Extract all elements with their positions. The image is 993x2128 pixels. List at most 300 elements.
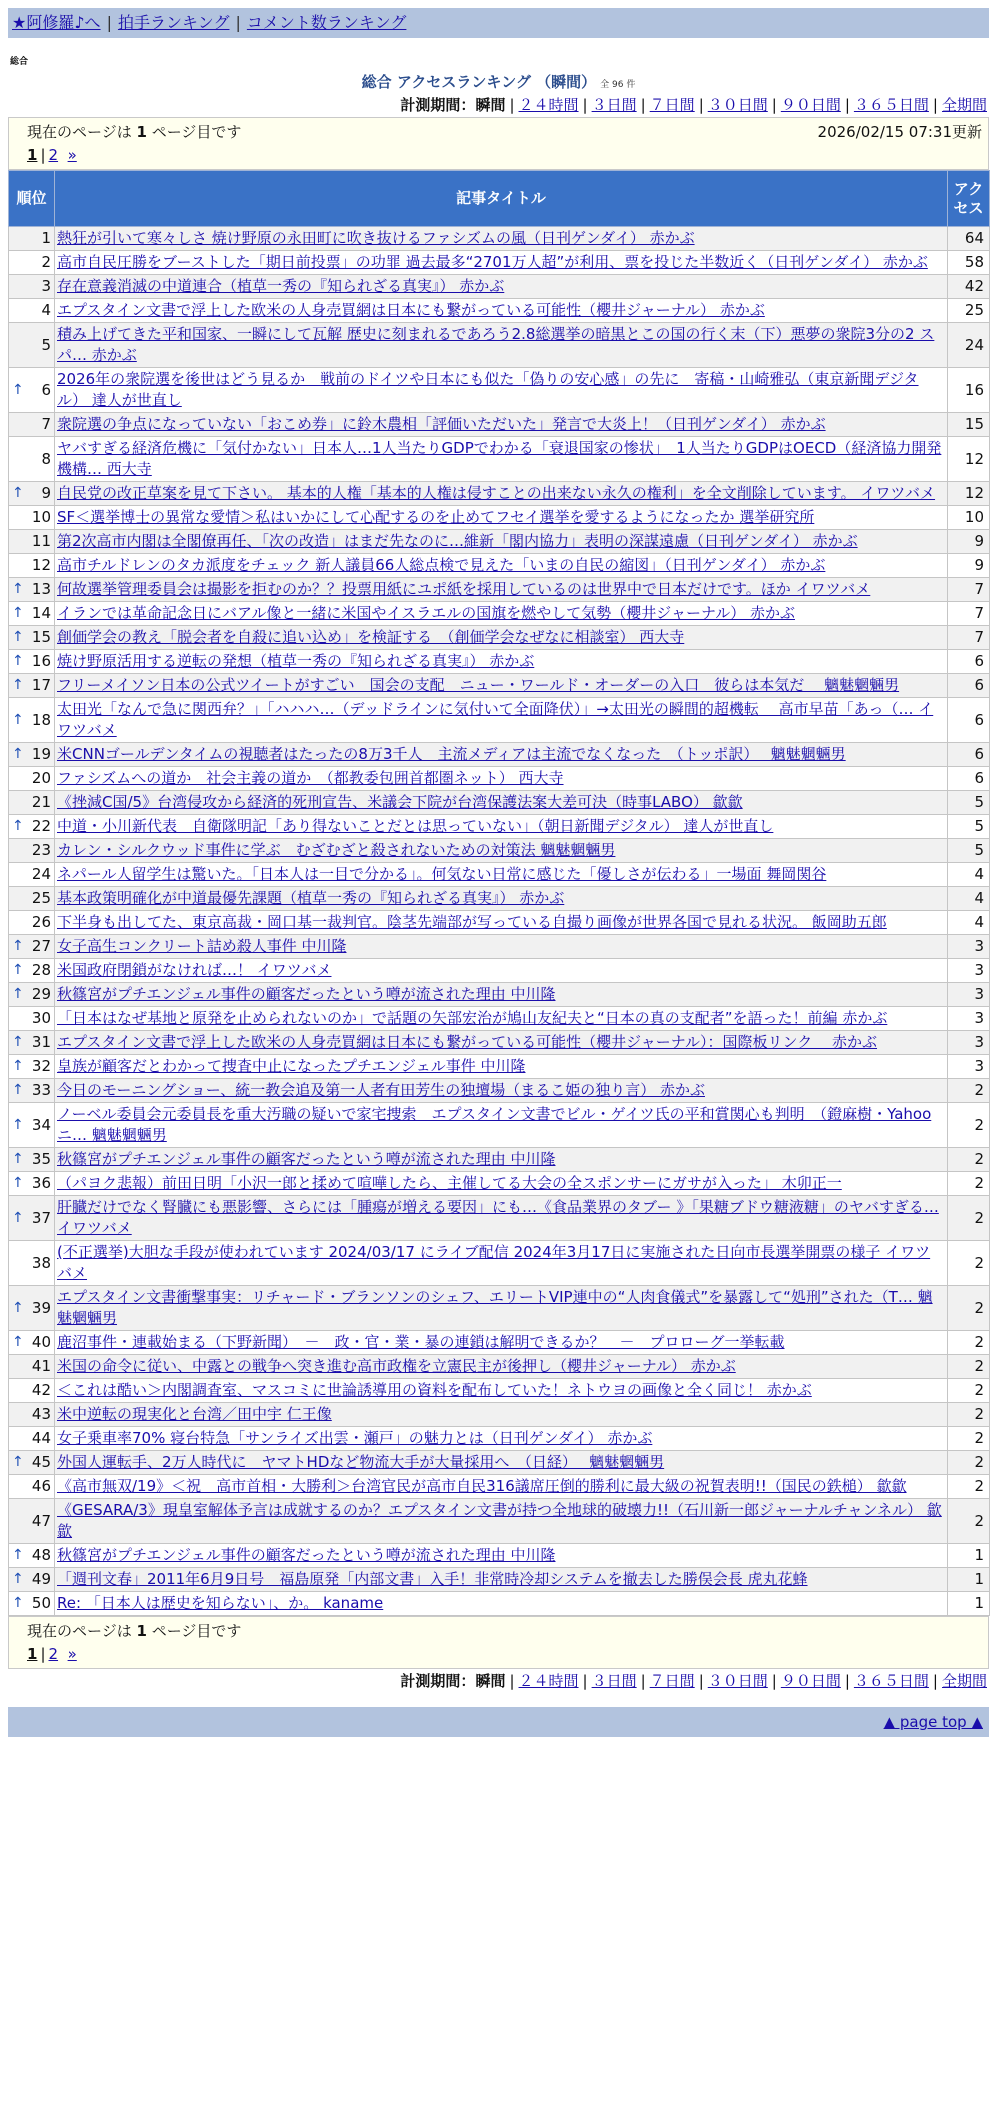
pager-next[interactable]: » <box>67 1645 77 1663</box>
article-title-link[interactable]: 《GESARA/3》現皇室解体予言は成就するのか？エプスタイン文書が持つ全地球的破壊力!!（石川新一郎ジャーナルチャンネル） 歙歙 <box>57 1501 942 1540</box>
period-option[interactable]: ２４時間 <box>518 96 579 114</box>
period-separator: | <box>698 1672 704 1690</box>
title-cell <box>55 1427 948 1451</box>
title-cell <box>55 299 948 323</box>
access-count: 5 <box>948 791 990 815</box>
rank-up-arrow-icon: ↑ <box>12 1571 24 1587</box>
rank-cell <box>9 839 55 863</box>
article-title-link[interactable]: 米国の命令に従い、中露との戦争へ突き進む高市政権を立憲民主が後押し（櫻井ジャーナル） 赤かぶ <box>57 1357 736 1375</box>
rank-number: 13 <box>31 580 51 598</box>
title-cell <box>55 1079 948 1103</box>
table-row <box>9 437 990 482</box>
access-count: 3 <box>948 1007 990 1031</box>
rank-number: 41 <box>31 1357 51 1375</box>
title-cell <box>55 887 948 911</box>
rank-number: 22 <box>31 817 51 835</box>
period-option[interactable]: ９０日間 <box>780 1672 841 1690</box>
rank-number: 48 <box>31 1546 51 1564</box>
rank-cell <box>9 506 55 530</box>
article-title-link[interactable]: 太田光「なんで急に関西弁？」「ハハハ…（デッドラインに気付いて全面降伏）」→太田光の瞬間的超機転 高市早苗「あっ（… イワツバメ <box>57 700 934 739</box>
rank-number: 10 <box>31 508 51 526</box>
rank-up-arrow-icon: ↑ <box>12 962 24 978</box>
ranking-table <box>8 170 990 1616</box>
rank-up-arrow-icon: ↑ <box>12 381 24 398</box>
rank-up-arrow-icon: ↑ <box>12 1209 24 1226</box>
rank-number: 12 <box>31 556 51 574</box>
updated-timestamp: 2026/02/15 07:31更新 <box>817 123 982 141</box>
article-title-link[interactable]: （パヨク悲報）前田日明「小沢一郎と揉めて喧嘩したら、主催してる大会の全スポンサーにガサが入った」 木卯正一 <box>57 1174 842 1192</box>
rank-number: 24 <box>31 865 51 883</box>
access-count: 42 <box>948 275 990 299</box>
rank-number: 40 <box>31 1333 51 1351</box>
access-count: 3 <box>948 1031 990 1055</box>
title-cell <box>55 815 948 839</box>
rank-number: 2 <box>41 253 51 271</box>
period-label: 計測期間： <box>400 1672 476 1690</box>
article-title-link[interactable]: ノーベル委員会元委員長を重大汚職の疑いで家宅捜索 エプスタイン文書でビル・ゲイツ氏の平和賞関心も判明 （鐙麻樹・Yahooニ… 魑魅魍魎男 <box>57 1105 932 1144</box>
table-row <box>9 1475 990 1499</box>
period-separator: | <box>582 1672 588 1690</box>
article-title-link[interactable]: ヤバすぎる経済危機に「気付かない」日本人…1人当たりGDPでわかる「衰退国家の惨状」 1人当たりGDPはOECD（経済協力開発機構… 西大寺 <box>57 439 942 478</box>
article-title-link[interactable]: 基本政策明確化が中道最優先課題（植草一秀の『知られざる真実』） 赤かぶ <box>57 889 565 907</box>
access-count: 2 <box>948 1379 990 1403</box>
comment-ranking-link[interactable]: コメント数ランキング <box>246 13 407 32</box>
table-row <box>9 935 990 959</box>
access-count: 3 <box>948 959 990 983</box>
title-cell <box>55 1403 948 1427</box>
title-header: 記事タイトル <box>55 171 948 227</box>
rank-number: 29 <box>31 985 51 1003</box>
article-title-link[interactable]: エプスタイン文書衝撃事実：リチャード・ブランソンのシェフ、エリートVIP連中の“人肉食儀式”を暴露して“処刑”された（T… 魑魅魍魎男 <box>57 1288 933 1327</box>
rank-number: 28 <box>31 961 51 979</box>
rank-number: 45 <box>31 1453 51 1471</box>
rank-cell <box>9 1055 55 1079</box>
article-title-link[interactable]: 鹿沼事件・連載始まる（下野新聞） － 政・官・業・暴の連鎖は解明できるか？ － プロローグ一挙転載 <box>57 1333 785 1351</box>
title-cell <box>55 1568 948 1592</box>
article-title-link[interactable]: 中道・小川新代表 自衛隊明記「あり得ないことだとは思っていない」（朝日新聞デジタル） 達人が世直し <box>57 817 774 835</box>
table-row <box>9 1592 990 1616</box>
rank-number: 46 <box>31 1477 51 1495</box>
rank-cell <box>9 323 55 368</box>
rank-number: 16 <box>31 652 51 670</box>
article-title-link[interactable]: 女子高生コンクリート詰め殺人事件 中川隆 <box>57 937 347 955</box>
access-count: 12 <box>948 437 990 482</box>
table-row <box>9 698 990 743</box>
article-title-link[interactable]: ＜これは酷い＞内閣調査室、マスコミに世論誘導用の資料を配布していた！ネトウヨの画像と全く同じ！ 赤かぶ <box>57 1381 812 1399</box>
period-separator: | <box>509 96 515 114</box>
access-count: 15 <box>948 413 990 437</box>
title-cell <box>55 227 948 251</box>
title-cell <box>55 863 948 887</box>
table-row <box>9 911 990 935</box>
title-cell <box>55 1475 948 1499</box>
title-cell <box>55 554 948 578</box>
article-title-link[interactable]: 外国人運転手、2万人時代に ヤマトHDなど物流大手が大量採用へ （日経） 魑魅魍魎男 <box>57 1453 665 1471</box>
period-option[interactable]: ３日間 <box>591 96 637 114</box>
rank-cell <box>9 743 55 767</box>
period-separator: | <box>932 1672 938 1690</box>
home-link[interactable]: ★阿修羅♪へ <box>12 13 101 32</box>
access-count: 12 <box>948 482 990 506</box>
title-cell <box>55 1355 948 1379</box>
article-title-link[interactable]: 積み上げてきた平和国家、一瞬にして瓦解 歴史に刻まれるであろう2.8総選挙の暗黒とこの国の行く末（下）悪夢の衆院3分の2 スパ… 赤かぶ <box>57 325 935 364</box>
access-count: 1 <box>948 1544 990 1568</box>
title-cell <box>55 1103 948 1148</box>
title-cell <box>55 578 948 602</box>
access-count: 64 <box>948 227 990 251</box>
article-title-link[interactable]: 下半身も出してた、東京高裁・岡口基一裁判官。陰茎先端部が写っている自撮り画像が世界各国で見れる状況。 飯岡助五郎 <box>57 913 887 931</box>
access-count: 9 <box>948 554 990 578</box>
article-title-link[interactable]: 秋篠宮がプチエンジェル事件の顧客だったという噂が流された理由 中川隆 <box>57 1546 556 1564</box>
rank-number: 47 <box>31 1511 51 1530</box>
table-row <box>9 1103 990 1148</box>
rank-up-arrow-icon: ↑ <box>12 1299 24 1316</box>
article-title-link[interactable]: 皇族が顧客だとわかって捜査中止になったプチエンジェル事件 中川隆 <box>57 1057 526 1075</box>
article-title-link[interactable]: 2026年の衆院選を後世はどう見るか 戦前のドイツや日本にも似た「偽りの安心感」の先に 寄稿・山崎雅弘（東京新聞デジタル） 達人が世直し <box>57 370 919 409</box>
rank-number: 4 <box>41 301 51 319</box>
category-label: 総合 <box>10 57 29 67</box>
article-title-link[interactable]: SF＜選挙博士の異常な愛情＞私はいかにして心配するのを止めてフセイ選挙を愛するようになったか 選挙研究所 <box>57 508 815 526</box>
article-title-link[interactable]: カレン・シルクウッド事件に学ぶ むざむざと殺されないための対策法 魑魅魍魎男 <box>57 841 616 859</box>
rank-number: 27 <box>31 937 51 955</box>
period-separator: | <box>640 96 646 114</box>
rank-cell <box>9 887 55 911</box>
period-selector-top <box>8 93 989 117</box>
rank-number: 49 <box>31 1570 51 1588</box>
rank-cell <box>9 1568 55 1592</box>
period-option[interactable]: ３６５日間 <box>853 96 929 114</box>
access-count: 3 <box>948 1055 990 1079</box>
access-count: 2 <box>948 1427 990 1451</box>
title-cell <box>55 791 948 815</box>
rank-cell <box>9 791 55 815</box>
period-separator: | <box>844 1672 850 1690</box>
rank-number: 19 <box>31 745 51 763</box>
rank-up-arrow-icon: ↑ <box>12 581 24 597</box>
table-row <box>9 1079 990 1103</box>
period-option[interactable]: 全期間 <box>941 96 987 114</box>
page-info-top <box>8 117 989 170</box>
rank-up-arrow-icon: ↑ <box>12 746 24 762</box>
rank-number: 21 <box>31 793 51 811</box>
period-separator: | <box>844 96 850 114</box>
period-option[interactable]: 全期間 <box>941 1672 987 1690</box>
article-title-link[interactable]: 何故選挙管理委員会は撮影を拒むのか？？投票用紙にユポ紙を採用しているのは世界中で日本だけです。ほか イワツバメ <box>57 580 871 598</box>
access-count: 2 <box>948 1241 990 1286</box>
pager-bottom <box>27 1642 982 1666</box>
rank-number: 18 <box>31 710 51 729</box>
table-row <box>9 1007 990 1031</box>
ranking-title: 総合 アクセスランキング （瞬間） <box>361 73 597 91</box>
rank-number: 38 <box>31 1253 51 1272</box>
pager-separator: | <box>40 146 46 164</box>
title-cell <box>55 1286 948 1331</box>
article-title-link[interactable]: 第2次高市内閣は全閣僚再任、「次の改造」はまだ先なのに…維新「閣内協力」表明の深謀遠慮（日刊ゲンダイ） 赤かぶ <box>57 532 858 550</box>
rank-header: 順位 <box>9 171 55 227</box>
rank-number: 39 <box>31 1298 51 1317</box>
article-title-link[interactable]: 高市チルドレンのタカ派度をチェック 新人議員66人総点検で見えた「いまの自民の縮図」（日刊ゲンダイ） 赤かぶ <box>57 556 826 574</box>
access-count: 6 <box>948 743 990 767</box>
table-row <box>9 863 990 887</box>
access-count: 7 <box>948 578 990 602</box>
rank-cell <box>9 275 55 299</box>
rank-cell <box>9 368 55 413</box>
rank-cell <box>9 554 55 578</box>
rank-cell <box>9 602 55 626</box>
period-separator: | <box>771 96 777 114</box>
rank-up-arrow-icon: ↑ <box>12 485 24 501</box>
article-title-link[interactable]: エプスタイン文書で浮上した欧米の人身売買網は日本にも繋がっている可能性（櫻井ジャーナル） 赤かぶ <box>57 301 765 319</box>
access-count: 6 <box>948 650 990 674</box>
current-page-text: 現在のページは 1 ページ目です <box>27 1622 242 1640</box>
pager-next[interactable]: » <box>67 146 77 164</box>
rank-cell <box>9 698 55 743</box>
rank-cell <box>9 1031 55 1055</box>
rank-cell <box>9 1427 55 1451</box>
period-option-current: 瞬間 <box>475 1672 506 1690</box>
table-row <box>9 413 990 437</box>
rank-up-arrow-icon: ↑ <box>12 938 24 954</box>
article-title-link[interactable]: エプスタイン文書で浮上した欧米の人身売買網は日本にも繋がっている可能性（櫻井ジャーナル）：国際板リンク 赤かぶ <box>57 1033 878 1051</box>
title-cell <box>55 437 948 482</box>
article-title-link[interactable]: 米国政府閉鎖がなければ…！ イワツバメ <box>57 961 332 979</box>
article-title-link[interactable]: 「週刊文春」2011年6月9日号 福島原発「内部文書」入手！非常時冷却システムを撤去した勝俣会長 虎丸花蜂 <box>57 1570 808 1588</box>
article-title-link[interactable]: フリーメイソン日本の公式ツイートがすごい 国会の支配 ニュー・ワールド・オーダーの入口 彼らは本気だ 魑魅魍魎男 <box>57 676 900 694</box>
rank-cell <box>9 1079 55 1103</box>
article-title-link[interactable]: 「日本はなぜ基地と原発を止められないのか」で話題の矢部宏治が鳩山友紀夫と“日本の真の支配者”を語った！前編 赤かぶ <box>57 1009 888 1027</box>
access-count: 6 <box>948 674 990 698</box>
rank-cell <box>9 863 55 887</box>
table-row <box>9 1544 990 1568</box>
title-cell <box>55 482 948 506</box>
rank-cell <box>9 1475 55 1499</box>
access-count: 4 <box>948 911 990 935</box>
title-cell <box>55 1592 948 1616</box>
period-option[interactable]: ３日間 <box>591 1672 637 1690</box>
rank-up-arrow-icon: ↑ <box>12 653 24 669</box>
title-cell <box>55 626 948 650</box>
rank-up-arrow-icon: ↑ <box>12 1547 24 1563</box>
rank-cell <box>9 1499 55 1544</box>
title-cell <box>55 1379 948 1403</box>
table-row <box>9 227 990 251</box>
rank-number: 11 <box>31 532 51 550</box>
access-count: 2 <box>948 1196 990 1241</box>
period-selector-bottom <box>8 1669 989 1693</box>
rank-number: 3 <box>41 277 51 295</box>
title-cell <box>55 743 948 767</box>
title-cell <box>55 323 948 368</box>
period-option[interactable]: ３０日間 <box>707 1672 768 1690</box>
current-page-text: 現在のページは 1 ページ目です <box>27 123 242 141</box>
period-option[interactable]: ７日間 <box>649 96 695 114</box>
table-row <box>9 1355 990 1379</box>
article-title-link[interactable]: 焼け野原活用する逆転の発想（植草一秀の『知られざる真実』） 赤かぶ <box>57 652 535 670</box>
rank-up-arrow-icon: ↑ <box>12 1058 24 1074</box>
rank-cell <box>9 530 55 554</box>
access-count: 2 <box>948 1148 990 1172</box>
title-cell <box>55 251 948 275</box>
access-count: 4 <box>948 863 990 887</box>
article-title-link[interactable]: 米CNNゴールデンタイムの視聴者はたったの8万3千人 主流メディアは主流でなくなった （トッポ訳） 魑魅魍魎男 <box>57 745 846 763</box>
article-title-link[interactable]: 存在意義消滅の中道連合（植草一秀の『知られざる真実』） 赤かぶ <box>57 277 505 295</box>
article-title-link[interactable]: 肝臓だけでなく腎臓にも悪影響、さらには「腫瘍が増える要因」にも…《食品業界のタブー 》「果糖ブドウ糖液糖」のヤバすぎる… イワツバメ <box>57 1198 939 1237</box>
access-count: 7 <box>948 626 990 650</box>
rank-number: 5 <box>41 335 51 354</box>
rank-cell <box>9 1241 55 1286</box>
access-count: 6 <box>948 698 990 743</box>
access-count: 10 <box>948 506 990 530</box>
rank-cell <box>9 1196 55 1241</box>
table-row <box>9 1568 990 1592</box>
title-cell <box>55 767 948 791</box>
article-title-link[interactable]: ファシズムへの道か 社会主義の道か （都教委包囲首都圏ネット） 西大寺 <box>57 769 564 787</box>
period-option[interactable]: ３６５日間 <box>853 1672 929 1690</box>
rank-up-arrow-icon: ↑ <box>12 1034 24 1050</box>
table-row <box>9 578 990 602</box>
title-cell <box>55 935 948 959</box>
access-count: 25 <box>948 299 990 323</box>
rank-cell <box>9 578 55 602</box>
access-count: 1 <box>948 1592 990 1616</box>
rank-number: 6 <box>41 380 51 399</box>
rank-number: 7 <box>41 415 51 433</box>
access-count: 2 <box>948 1331 990 1355</box>
article-title-link[interactable]: 女子乗車率70% 寝台特急「サンライズ出雲・瀬戸」の魅力とは（日刊ゲンダイ） 赤かぶ <box>57 1429 653 1447</box>
rank-up-arrow-icon: ↑ <box>12 986 24 1002</box>
total-count: 全 96 件 <box>600 80 636 90</box>
access-count: 2 <box>948 1172 990 1196</box>
period-option[interactable]: ７日間 <box>649 1672 695 1690</box>
rank-up-arrow-icon: ↑ <box>12 1334 24 1350</box>
article-title-link[interactable]: 今日のモーニングショー、統一教会追及第一人者有田芳生の独壇場（まるこ姫の独り言） 赤かぶ <box>57 1081 705 1099</box>
title-cell <box>55 1499 948 1544</box>
rank-up-arrow-icon: ↑ <box>12 818 24 834</box>
article-title-link[interactable]: 秋篠宮がプチエンジェル事件の顧客だったという噂が流された理由 中川隆 <box>57 1150 556 1168</box>
title-cell <box>55 1451 948 1475</box>
period-option[interactable]: ３０日間 <box>707 96 768 114</box>
article-title-link[interactable]: ネパール人留学生は驚いた。「日本人は一目で分かる」。何気ない日常に感じた「優しさが伝わる」一場面 舞岡関谷 <box>57 865 827 883</box>
rank-cell <box>9 227 55 251</box>
access-count: 5 <box>948 839 990 863</box>
article-title-link[interactable]: 衆院選の争点になっていない「おこめ券」に鈴木農相「評価いただいた」発言で大炎上！（日刊ゲンダイ） 赤かぶ <box>57 415 826 433</box>
table-row <box>9 1403 990 1427</box>
period-separator: | <box>771 1672 777 1690</box>
table-row <box>9 815 990 839</box>
title-cell <box>55 413 948 437</box>
title-cell <box>55 1031 948 1055</box>
table-row <box>9 983 990 1007</box>
title-cell <box>55 698 948 743</box>
title-cell <box>55 1331 948 1355</box>
rank-cell <box>9 959 55 983</box>
table-row <box>9 275 990 299</box>
article-title-link[interactable]: 自民党の改正草案を見て下さい。 基本的人権「基本的人権は侵すことの出来ない永久の権利」を全文削除しています。 イワツバメ <box>57 484 936 502</box>
rank-number: 20 <box>31 769 51 787</box>
table-row <box>9 1451 990 1475</box>
rank-up-arrow-icon: ↑ <box>12 1175 24 1191</box>
pager-top <box>27 143 982 167</box>
table-row <box>9 791 990 815</box>
article-title-link[interactable]: Re: 「日本人は歴史を知らない」、か。 kaname <box>57 1594 384 1612</box>
rank-up-arrow-icon: ↑ <box>12 1454 24 1470</box>
title-cell <box>55 602 948 626</box>
access-count: 6 <box>948 767 990 791</box>
table-row <box>9 743 990 767</box>
access-count: 7 <box>948 602 990 626</box>
table-row <box>9 1241 990 1286</box>
pager-page-2[interactable]: 2 <box>48 146 59 164</box>
rank-up-arrow-icon: ↑ <box>12 1082 24 1098</box>
title-cell <box>55 530 948 554</box>
table-row <box>9 839 990 863</box>
article-title-link[interactable]: 《挫減C国/5》台湾侵攻から経済的死刑宣告、米議会下院が台湾保護法案大差可決（時事LABO） 歙歙 <box>57 793 743 811</box>
period-separator: | <box>932 96 938 114</box>
article-title-link[interactable]: 秋篠宮がプチエンジェル事件の顧客だったという噂が流された理由 中川隆 <box>57 985 556 1003</box>
article-title-link[interactable]: 熱狂が引いて寒々しさ 焼け野原の永田町に吹き抜けるファシズムの風（日刊ゲンダイ） 赤かぶ <box>57 229 695 247</box>
rank-up-arrow-icon: ↑ <box>12 605 24 621</box>
article-title-link[interactable]: 創価学会の教え「脱会者を自殺に追い込め」を検証する （創価学会なぜなに相談室） 西大寺 <box>57 628 685 646</box>
period-separator: | <box>698 96 704 114</box>
access-count: 2 <box>948 1451 990 1475</box>
table-row <box>9 959 990 983</box>
rank-number: 1 <box>41 229 51 247</box>
rank-cell <box>9 1592 55 1616</box>
table-row <box>9 1148 990 1172</box>
rank-cell <box>9 1286 55 1331</box>
rank-cell <box>9 1379 55 1403</box>
rank-number: 31 <box>31 1033 51 1051</box>
table-row <box>9 1031 990 1055</box>
table-row <box>9 251 990 275</box>
article-title-link[interactable]: 《高市無双/19》＜祝 高市首相・大勝利＞台湾官民が高市自民316議席圧倒的勝利に最大級の祝賀表明!!（国民の鉄槌） 歙歙 <box>57 1477 907 1495</box>
article-title-link[interactable]: 米中逆転の現実化と台湾／田中宇 仁王像 <box>57 1405 332 1423</box>
page-top-link[interactable]: ▲ page top ▲ <box>883 1713 983 1731</box>
rank-number: 44 <box>31 1429 51 1447</box>
rank-number: 35 <box>31 1150 51 1168</box>
rank-cell <box>9 935 55 959</box>
pager-page-2[interactable]: 2 <box>48 1645 59 1663</box>
table-row <box>9 1055 990 1079</box>
rank-cell <box>9 1451 55 1475</box>
table-row <box>9 1331 990 1355</box>
nav-separator: | <box>106 13 112 32</box>
rank-number: 34 <box>31 1115 51 1134</box>
clap-ranking-link[interactable]: 拍手ランキング <box>117 13 230 32</box>
rank-cell <box>9 674 55 698</box>
table-row <box>9 602 990 626</box>
article-title-link[interactable]: 高市自民圧勝をブーストした「期日前投票」の功罪 過去最多“2701万人超”が利用、票を投じた半数近く（日刊ゲンダイ） 赤かぶ <box>57 253 928 271</box>
rank-cell <box>9 767 55 791</box>
title-cell <box>55 959 948 983</box>
rank-up-arrow-icon: ↑ <box>12 629 24 645</box>
period-option[interactable]: ２４時間 <box>518 1672 579 1690</box>
rank-cell <box>9 1172 55 1196</box>
article-title-link[interactable]: イランでは革命記念日にバアル像と一緒に米国やイスラエルの国旗を燃やして気勢（櫻井ジャーナル） 赤かぶ <box>57 604 795 622</box>
rank-cell <box>9 1544 55 1568</box>
period-option[interactable]: ９０日間 <box>780 96 841 114</box>
access-count: 2 <box>948 1103 990 1148</box>
title-cell <box>55 1148 948 1172</box>
article-title-link[interactable]: (不正選挙)大胆な手段が使われています 2024/03/17 にライブ配信 2024年3月17日に実施された日向市長選挙開票の様子 イワツバメ <box>57 1243 931 1282</box>
rank-number: 9 <box>41 484 51 502</box>
nav-separator: | <box>235 13 241 32</box>
rank-number: 32 <box>31 1057 51 1075</box>
rank-cell <box>9 1331 55 1355</box>
rank-cell <box>9 1355 55 1379</box>
title-cell <box>55 839 948 863</box>
table-row <box>9 767 990 791</box>
